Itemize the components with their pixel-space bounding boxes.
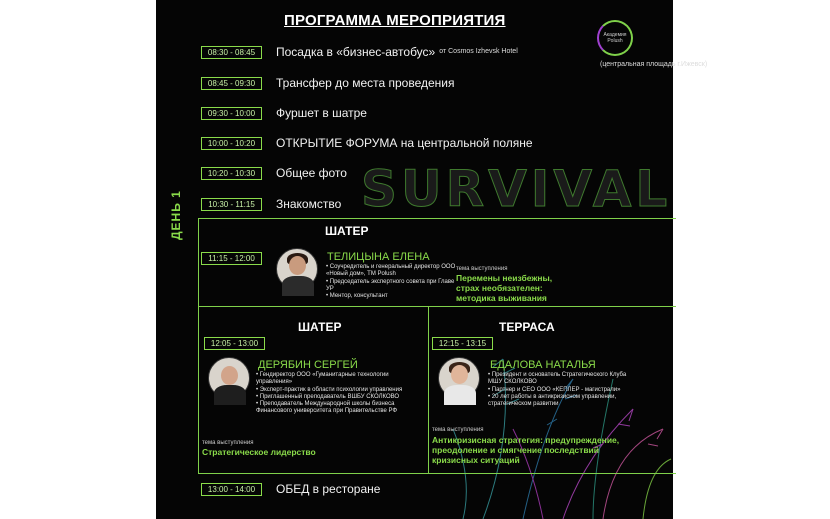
bio-item: • Ментор, консультант: [326, 293, 456, 300]
time-badge: 09:30 - 10:00: [201, 107, 262, 120]
schedule-text: Трансфер до места проведения: [276, 76, 455, 90]
time-badge: 13:00 - 14:00: [201, 483, 262, 496]
speaker-photo: [208, 357, 250, 399]
bio-item: • Партнер и CEO ООО «КЕПЛЕР - магистрали»: [488, 387, 633, 394]
divider: [428, 306, 429, 473]
topic-text: Стратегическое лидерство: [202, 447, 316, 457]
schedule-text: Посадка в «бизнес-автобус»: [276, 45, 436, 59]
topic-label: тема выступления: [456, 266, 508, 272]
schedule-note: от Cosmos Izhevsk Hotel: [439, 48, 518, 55]
time-badge: 11:15 - 12:00: [201, 252, 262, 265]
bio-item: • Гендиректор ООО «Гуманитарные технологии управления»: [256, 372, 416, 387]
venue-label: ШАТЕР: [325, 224, 369, 238]
divider: [198, 306, 676, 307]
bio-item: • Преподаватель Международной школы бизнеса Финансового университета при Правительстве РФ: [256, 401, 416, 416]
event-program-poster: [156, 0, 708, 519]
speaker-bio: [256, 372, 416, 416]
venue-label: ШАТЕР: [298, 320, 342, 334]
time-badge: 10:30 - 11:15: [201, 198, 262, 211]
bio-item: • Соучредитель и генеральный директор ООО «Новый дом», ТМ Polush: [326, 264, 456, 279]
schedule-text: Общее фото: [276, 166, 347, 180]
schedule-note-2: (центральная площадь г.Ижевск): [600, 61, 708, 68]
time-badge: 12:15 - 13:15: [432, 337, 493, 350]
topic-text: Антикризисная стратегия: предупреждение, преодоление и смягчение последствий кризисных ситуаций: [432, 435, 620, 465]
schedule-text: ОТКРЫТИЕ ФОРУМА на центральной поляне: [276, 136, 533, 150]
bio-item: • 20 лет работы в антикризисном управлении, стратегическом развитии: [488, 394, 633, 409]
speaker-name: ДЕРЯБИН СЕРГЕЙ: [258, 359, 358, 371]
schedule-row: [201, 45, 518, 59]
divider: [198, 218, 676, 219]
bio-item: • Президент и основатель Стратегического Клуба МШУ СКОЛКОВО: [488, 372, 633, 387]
speaker-name: ЕДАЛОВА НАТАЛЬЯ: [490, 359, 596, 371]
speaker-bio: [326, 264, 456, 300]
logo-line-1: Академия: [603, 32, 627, 38]
divider: [198, 473, 676, 474]
bio-item: • Приглашенный преподаватель ВШБУ СКОЛКОВО: [256, 394, 416, 401]
logo-line-2: Polush: [607, 38, 623, 44]
speaker-bio: [488, 372, 633, 408]
time-badge: 08:30 - 08:45: [201, 46, 262, 59]
speaker-name: ТЕЛИЦЫНА ЕЛЕНА: [327, 251, 430, 263]
schedule-text: Знакомство: [276, 197, 342, 211]
bio-item: • Эксперт-практик в области психологии управления: [256, 387, 416, 394]
bio-item: • Председатель экспертного совета при Главе УР: [326, 279, 456, 294]
academy-logo: [597, 20, 633, 56]
schedule-row: [201, 482, 380, 496]
schedule-text: ОБЕД в ресторане: [276, 482, 381, 496]
topic-text: Перемены неизбежны, страх необязателен: методика выживания: [456, 273, 553, 303]
schedule-row: [201, 197, 341, 211]
time-badge: 08:45 - 09:30: [201, 77, 262, 90]
page-title: ПРОГРАММА МЕРОПРИЯТИЯ: [284, 12, 506, 29]
survival-wordmark: SURVIVAL: [361, 160, 672, 218]
schedule-row: [201, 136, 533, 150]
speaker-photo: [276, 248, 318, 290]
divider: [198, 218, 199, 473]
schedule-row: [201, 166, 347, 180]
time-badge: 10:20 - 10:30: [201, 167, 262, 180]
schedule-row: [201, 106, 367, 120]
schedule-text: Фуршет в шатре: [276, 106, 367, 120]
time-badge: 12:05 - 13:00: [204, 337, 265, 350]
time-badge: 10:00 - 10:20: [201, 137, 262, 150]
topic-label: тема выступления: [432, 427, 484, 433]
venue-label: ТЕРРАСА: [499, 320, 555, 334]
schedule-row: [201, 76, 455, 90]
topic-label: тема выступления: [202, 440, 254, 446]
speaker-photo: [438, 357, 480, 399]
day-label: ДЕНЬ 1: [169, 190, 183, 240]
